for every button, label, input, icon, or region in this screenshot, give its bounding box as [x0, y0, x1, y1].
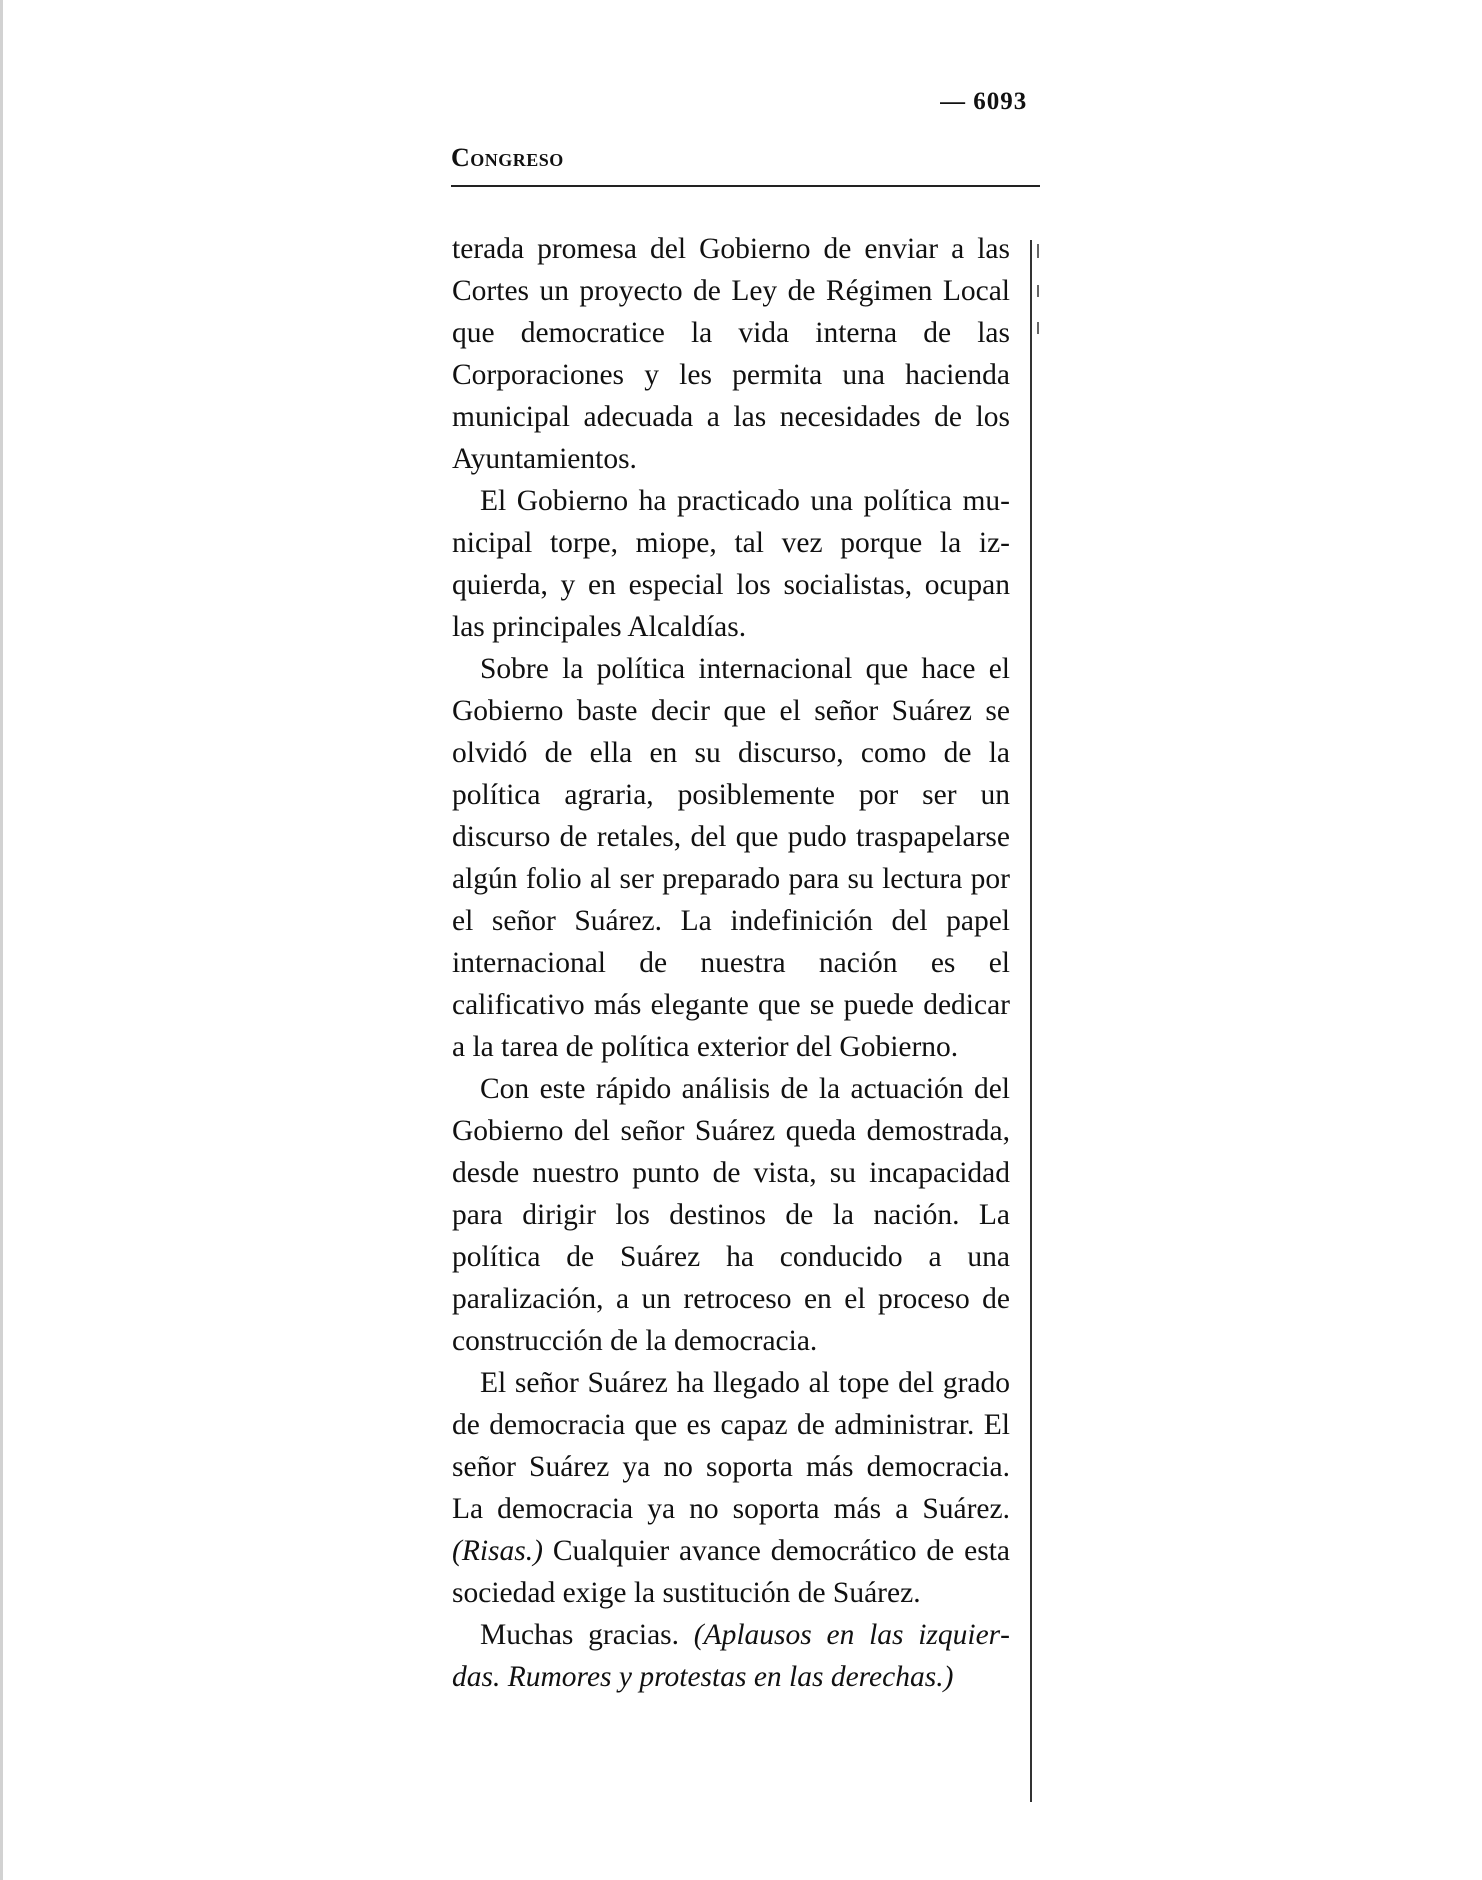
stage-direction: (Aplausos en las izquierdas. Rumores y protestas en las derechas.): [452, 1619, 1010, 1693]
paragraph: terada promesa del Gobierno de enviar a las Cortes un proyecto de Ley de Régimen Local que democratice la vida interna de las Corporaciones y les permita una hacienda municipal adecuada a las necesidades de los Ayuntamientos.: [452, 233, 1010, 475]
margin-mark: [1037, 322, 1039, 334]
paragraph: El Gobierno ha practicado una política municipal torpe, miope, tal vez porque la izquierda, y en especial los socialistas, ocupan las principales Alcaldías.: [452, 485, 1010, 643]
column-rule: [1030, 240, 1032, 1802]
margin-mark: [1037, 285, 1039, 297]
paragraph-text: El señor Suárez ha llegado al tope del grado de democracia que es capaz de administrar. El señor Suárez ya no soporta más democracia. La democracia ya no soporta más a Suárez.: [452, 1367, 1010, 1525]
stage-direction: (Risas.): [452, 1535, 543, 1567]
page-number: — 6093: [940, 88, 1028, 115]
text-column: [452, 228, 1010, 1698]
paragraph-text: Cualquier avance democrático de esta sociedad exige la sustitución de Suárez.: [452, 1535, 1010, 1609]
scan-left-edge: [0, 0, 3, 1880]
section-label: Congreso: [451, 143, 564, 172]
paragraph: Sobre la política internacional que hace el Gobierno baste decir que el señor Suárez se olvidó de ella en su discurso, como de la política agraria, posiblemente por ser un discurso de retales, del que pudo traspapelarse algún folio al ser preparado para su lectura por el señor Suárez. La indefinición del papel internacional de nuestra nación es el calificativo más elegante que se puede dedicar a la tarea de política exterior del Gobierno.: [452, 653, 1010, 1063]
margin-mark: [1037, 244, 1039, 258]
paragraph: [452, 1362, 1010, 1614]
header-rule: [451, 185, 1040, 187]
paragraph-text: Muchas gracias.: [480, 1619, 680, 1651]
paragraph: Con este rápido análisis de la actuación del Gobierno del señor Suárez queda demostrada, desde nuestro punto de vista, su incapacidad para dirigir los destinos de la nación. La política de Suárez ha conducido a una paralización, a un retroceso en el proceso de construcción de la democracia.: [452, 1073, 1010, 1357]
paragraph: [452, 1614, 1010, 1698]
